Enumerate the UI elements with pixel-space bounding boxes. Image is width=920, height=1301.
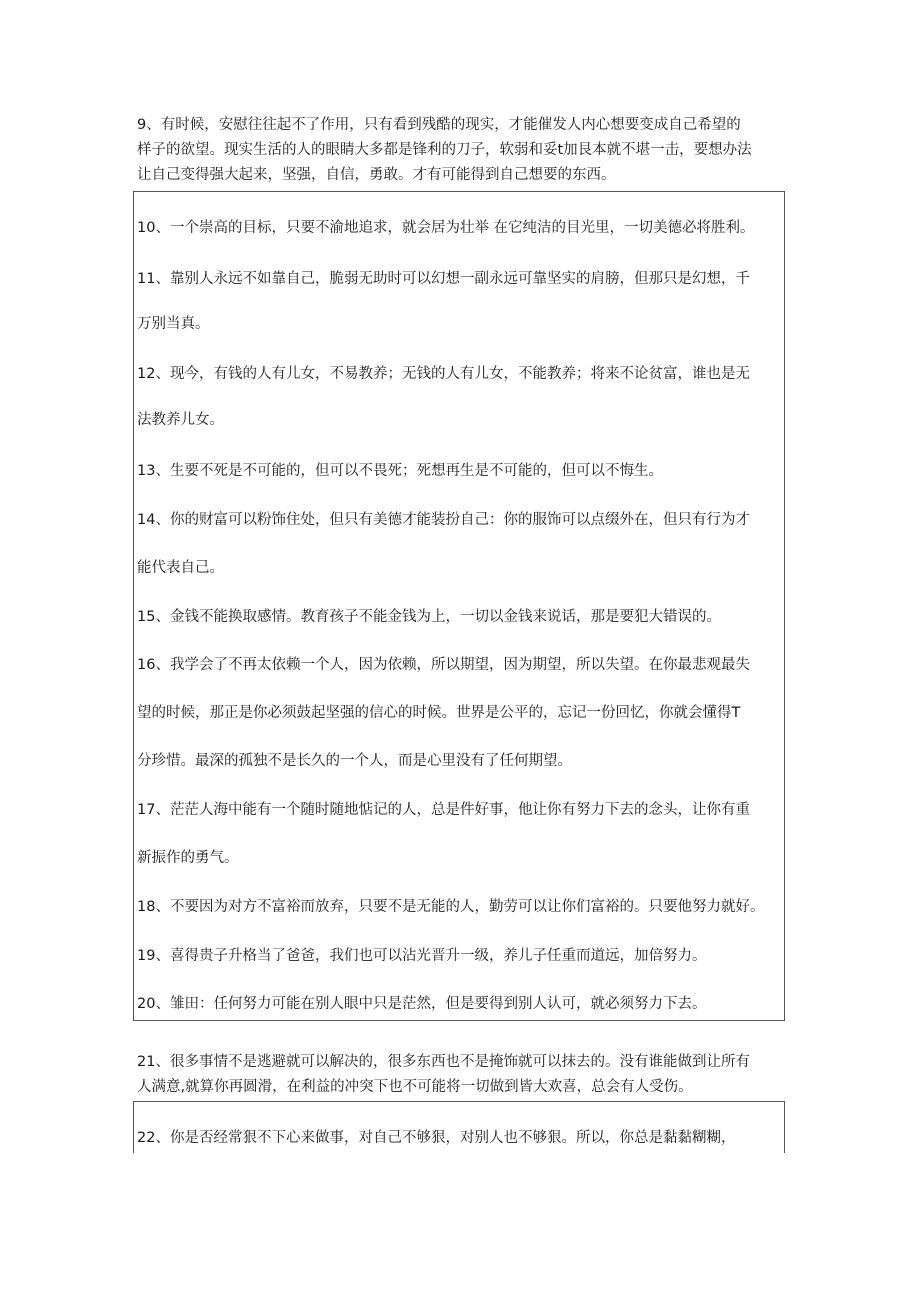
paragraph-9 [137,113,787,188]
quote-12-cont: 法教养儿女。 [137,412,224,428]
quote-17-cont: 新振作的勇气。 [137,850,239,866]
quote-box-2 [133,1101,785,1153]
quote-16-cont-2: 分珍惜。最深的孤独不是长久的一个人，而是心里没有了任何期望。 [137,753,572,769]
quote-18: 18、不要因为对方不富裕而放弃，只要不是无能的人，勤劳可以让你们富裕的。只要他努力就好。 [137,899,765,915]
quote-16-cont-1: 望的时候，那正是你必须鼓起坚强的信心的时候。世界是公平的，忘记一份回忆，你就会懂得T [137,705,741,721]
quote-19: 19、喜得贵子升格当了爸爸，我们也可以沾光晋升一级，养儿子任重而道远，加倍努力。 [137,948,707,964]
quote-11-cont: 万别当真。 [137,316,210,332]
quote-14-cont: 能代表自己。 [137,560,224,576]
quote-22: 22、你是否经常狠不下心来做事，对自己不够狠，对别人也不够狠。所以，你总是黏黏糊糊， [137,1130,736,1146]
quote-15: 15、金钱不能换取感情。教育孩子不能金钱为上，一切以金钱来说话，那是要犯大错误的。 [137,609,721,625]
paragraph-line: 让自己变得强大起来，坚强，自信，勇敢。才有可能得到自己想要的东西。 [137,167,616,183]
paragraph-line: 样子的欲望。现实生活的人的眼睛大多都是锋利的刀子，软弱和妥t加艮本就不堪一击，要想办法 [137,142,752,158]
paragraph-21 [137,1050,787,1100]
quote-16: 16、我学会了不再太依赖一个人，因为依赖，所以期望，因为期望，所以失望。在你最悲观最失 [137,657,750,673]
paragraph-line: 人满意,就算你再圆滑，在利益的冲突下也不可能将一切做到皆大欢喜，总会有人受伤。 [137,1079,693,1095]
quote-box-1 [133,191,785,1021]
quote-17: 17、茫茫人海中能有一个随时随地惦记的人，总是件好事，他让你有努力下去的念头，让你有重 [137,802,750,818]
quote-10: 10、一个崇高的目标，只要不渝地追求，就会居为壮举 在它纯洁的目光里，一切美德必将胜利。 [137,220,755,236]
paragraph-line: 9、有时候，安慰往往起不了作用，只有看到残酷的现实，才能催发人内心想要变成自己希望的 [137,117,741,133]
paragraph-line: 21、很多事情不是逃避就可以解决的，很多东西也不是掩饰就可以抹去的。没有谁能做到让所有 [137,1054,750,1070]
quote-14: 14、你的财富可以粉饰住处，但只有美德才能装扮自己：你的服饰可以点缀外在，但只有行为才 [137,512,750,528]
quote-13: 13、生要不死是不可能的，但可以不畏死；死想再生是不可能的，但可以不悔生。 [137,463,663,479]
quote-11: 11、靠别人永远不如靠自己，脆弱无助时可以幻想一副永远可靠坚实的肩膀，但那只是幻想，千 [137,271,750,287]
quote-20: 20、雏田：任何努力可能在别人眼中只是茫然，但是要得到别人认可，就必须努力下去。 [137,996,707,1012]
quote-12: 12、现今，有钱的人有儿女，不易教养；无钱的人有儿女，不能教养；将来不论贫富，谁也是无 [137,366,750,382]
